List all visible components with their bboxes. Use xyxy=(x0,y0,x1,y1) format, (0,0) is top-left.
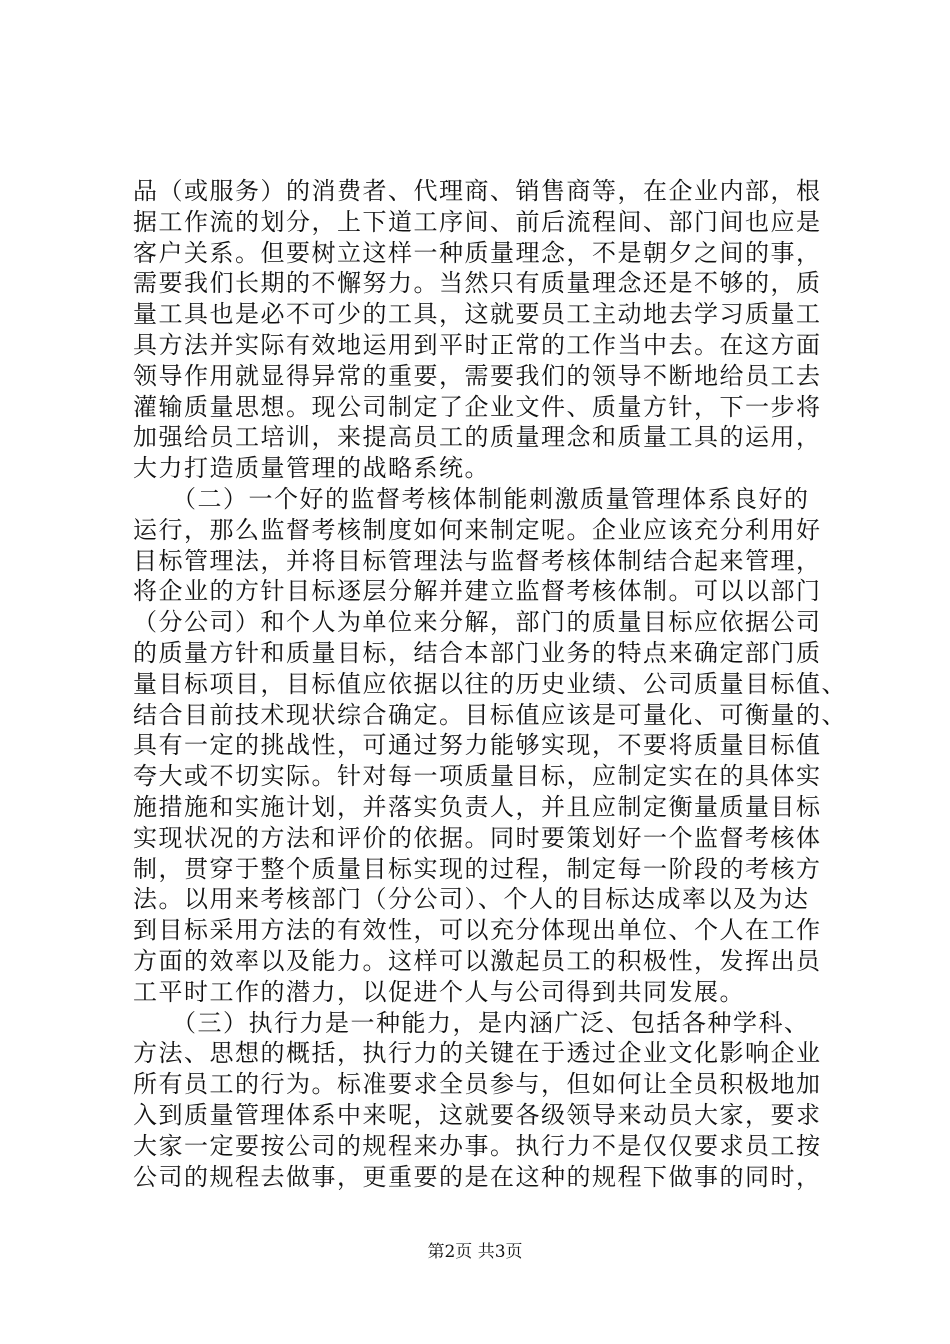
text-line: 公司的规程去做事，更重要的是在这种的规程下做事的同时， xyxy=(133,1162,822,1191)
text-line: 入到质量管理体系中来呢，这就要各级领导来动员大家，要求 xyxy=(133,1100,822,1129)
text-line: 领导作用就显得异常的重要，需要我们的领导不断地给员工去 xyxy=(133,361,822,390)
text-line: 方法、思想的概括，执行力的关键在于透过企业文化影响企业 xyxy=(133,1039,822,1068)
text-line: （分公司）和个人为单位来分解，部门的质量目标应依据公司 xyxy=(133,608,822,637)
text-line: 量目标项目，目标值应依据以往的历史业绩、公司质量目标值、 xyxy=(133,669,847,698)
text-line: 所有员工的行为。标准要求全员参与，但如何让全员积极地加 xyxy=(133,1070,822,1099)
text-line: 制，贯穿于整个质量目标实现的过程，制定每一阶段的考核方 xyxy=(133,854,822,883)
text-line: 方面的效率以及能力。这样可以激起员工的积极性，发挥出员 xyxy=(133,946,822,975)
text-line: （二）一个好的监督考核体制能刺激质量管理体系良好的 xyxy=(133,484,810,513)
text-line: 工平时工作的潜力，以促进个人与公司得到共同发展。 xyxy=(133,977,745,1006)
text-line: 施措施和实施计划，并落实负责人，并且应制定衡量质量目标 xyxy=(133,792,822,821)
text-line: 加强给员工培训，来提高员工的质量理念和质量工具的运用， xyxy=(133,423,822,452)
text-line: 具方法并实际有效地运用到平时正常的工作当中去。在这方面 xyxy=(133,330,822,359)
text-line: 的质量方针和质量目标，结合本部门业务的特点来确定部门质 xyxy=(133,638,822,667)
text-line: 法。以用来考核部门（分公司）、个人的目标达成率以及为达 xyxy=(133,885,810,914)
text-line: （三）执行力是一种能力，是内涵广泛、包括各种学科、 xyxy=(133,1008,810,1037)
text-line: 大力打造质量管理的战略系统。 xyxy=(133,454,490,483)
text-line: 据工作流的划分，上下道工序间、前后流程间、部门间也应是 xyxy=(133,207,822,236)
text-line: 大家一定要按公司的规程来办事。执行力不是仅仅要求员工按 xyxy=(133,1131,822,1160)
text-line: 客户关系。但要树立这样一种质量理念，不是朝夕之间的事， xyxy=(133,238,822,267)
text-line: 灌输质量思想。现公司制定了企业文件、质量方针，下一步将 xyxy=(133,392,822,421)
text-line: 目标管理法，并将目标管理法与监督考核体制结合起来管理， xyxy=(133,546,822,575)
text-line: 运行，那么监督考核制度如何来制定呢。企业应该充分利用好 xyxy=(133,515,822,544)
text-line: 实现状况的方法和评价的依据。同时要策划好一个监督考核体 xyxy=(133,823,822,852)
text-line: 夸大或不切实际。针对每一项质量目标，应制定实在的具体实 xyxy=(133,762,822,791)
text-line: 到目标采用方法的有效性，可以充分体现出单位、个人在工作 xyxy=(133,916,822,945)
text-line: 具有一定的挑战性，可通过努力能够实现，不要将质量目标值 xyxy=(133,731,822,760)
text-line: 品（或服务）的消费者、代理商、销售商等，在企业内部，根 xyxy=(133,177,822,205)
page-footer: 第2页 共3页 xyxy=(427,1242,523,1262)
text-line: 结合目前技术现状综合确定。目标值应该是可量化、可衡量的、 xyxy=(133,700,847,729)
text-line: 需要我们长期的不懈努力。当然只有质量理念还是不够的，质 xyxy=(133,269,822,298)
text-line: 将企业的方针目标逐层分解并建立监督考核体制。可以以部门 xyxy=(133,577,822,606)
text-line: 量工具也是必不可少的工具，这就要员工主动地去学习质量工 xyxy=(133,300,822,329)
body-text xyxy=(133,176,847,1192)
